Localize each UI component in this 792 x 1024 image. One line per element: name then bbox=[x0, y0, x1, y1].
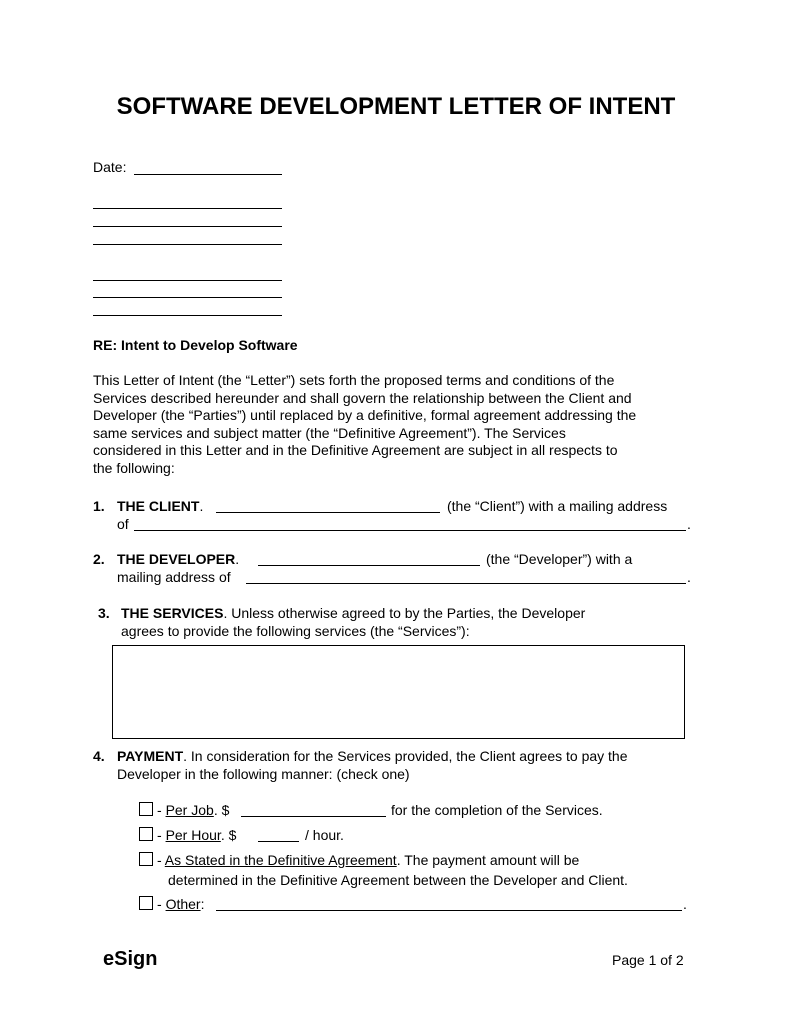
sender-address-line-3[interactable] bbox=[93, 244, 282, 245]
section-2-line-1 bbox=[117, 550, 239, 568]
per-hour-amount-field[interactable] bbox=[258, 841, 299, 842]
date-field[interactable] bbox=[134, 174, 282, 175]
intro-line: considered in this Letter and in the Definitive Agreement are subject in all respects to bbox=[93, 442, 618, 459]
section-3-line-1-rest: . Unless otherwise agreed to by the Parties, the Developer bbox=[223, 605, 586, 621]
section-3-line-2: agrees to provide the following services (the “Services”): bbox=[121, 623, 470, 639]
section-2-heading: THE DEVELOPER bbox=[117, 551, 236, 567]
per-hour-option bbox=[157, 826, 236, 844]
services-text-box[interactable] bbox=[112, 645, 685, 739]
section-4-line-1-rest: . In consideration for the Services provided, the Client agrees to pay the bbox=[183, 748, 628, 764]
document-title: SOFTWARE DEVELOPMENT LETTER OF INTENT bbox=[116, 93, 676, 120]
per-hour-dollar: . $ bbox=[220, 827, 237, 843]
recipient-address-line-2[interactable] bbox=[93, 297, 282, 298]
section-1-of-text: of bbox=[117, 516, 129, 532]
section-3-heading: THE SERVICES bbox=[121, 605, 224, 621]
client-address-field[interactable] bbox=[134, 530, 686, 531]
per-job-amount-field[interactable] bbox=[241, 816, 386, 817]
intro-line: Services described hereunder and shall govern the relationship between the Client and bbox=[93, 389, 632, 406]
section-3-number: 3. bbox=[98, 605, 110, 621]
per-job-option bbox=[157, 801, 229, 819]
per-hour-label: Per Hour bbox=[165, 827, 221, 843]
other-label: Other bbox=[165, 896, 201, 912]
per-job-dash: - bbox=[157, 802, 166, 818]
date-label: Date: bbox=[93, 159, 127, 175]
sender-address-line-1[interactable] bbox=[93, 208, 282, 209]
section-2-number: 2. bbox=[93, 551, 105, 567]
section-4-line-2: Developer in the following manner: (check one) bbox=[117, 766, 410, 782]
page-number: Page 1 of 2 bbox=[612, 952, 684, 968]
intro-line: Developer (the “Parties”) until replaced by a definitive, formal agreement addressing the bbox=[93, 407, 637, 424]
section-3-line-1 bbox=[121, 604, 585, 622]
section-4-line-1 bbox=[117, 747, 628, 765]
recipient-address-line-1[interactable] bbox=[93, 280, 282, 281]
per-job-dollar: . $ bbox=[213, 802, 230, 818]
intro-line: This Letter of Intent (the “Letter”) sets forth the proposed terms and conditions of the bbox=[93, 372, 615, 388]
other-checkbox[interactable] bbox=[139, 896, 153, 910]
developer-address-field[interactable] bbox=[246, 583, 686, 584]
other-end: . bbox=[683, 896, 687, 912]
intro-line: same services and subject matter (the “Definitive Agreement”). The Services bbox=[93, 424, 566, 441]
section-2-heading-period: . bbox=[235, 551, 240, 567]
definitive-dash: - bbox=[157, 852, 165, 868]
section-4-number: 4. bbox=[93, 748, 105, 764]
recipient-address-line-3[interactable] bbox=[93, 315, 282, 316]
client-name-field[interactable] bbox=[216, 512, 440, 513]
per-job-label: Per Job bbox=[165, 802, 214, 818]
section-1-heading: THE CLIENT bbox=[117, 498, 200, 514]
other-colon: : bbox=[200, 896, 205, 912]
section-1-number: 1. bbox=[93, 498, 105, 514]
per-hour-checkbox[interactable] bbox=[139, 827, 153, 841]
section-2-end: . bbox=[687, 569, 691, 585]
section-2-developer-text: (the “Developer”) with a bbox=[486, 551, 633, 567]
section-4-heading: PAYMENT bbox=[117, 748, 184, 764]
per-hour-rest: / hour. bbox=[305, 827, 344, 843]
per-hour-dash: - bbox=[157, 827, 166, 843]
definitive-rest: . The payment amount will be bbox=[396, 852, 580, 868]
sender-address-line-2[interactable] bbox=[93, 226, 282, 227]
definitive-line-2: determined in the Definitive Agreement between the Developer and Client. bbox=[168, 872, 628, 888]
section-2-mailing-text: mailing address of bbox=[117, 569, 231, 585]
definitive-label: As Stated in the Definitive Agreement bbox=[164, 852, 397, 868]
section-1-heading-period: . bbox=[199, 498, 204, 514]
re-line: RE: Intent to Develop Software bbox=[93, 337, 298, 353]
section-1-end: . bbox=[687, 516, 691, 532]
definitive-agreement-option bbox=[157, 851, 579, 869]
other-field[interactable] bbox=[216, 910, 682, 911]
developer-name-field[interactable] bbox=[258, 565, 480, 566]
per-job-rest: for the completion of the Services. bbox=[391, 802, 603, 818]
per-job-checkbox[interactable] bbox=[139, 802, 153, 816]
esign-logo: eSign bbox=[103, 948, 158, 970]
other-option bbox=[157, 895, 204, 913]
section-1-line-1 bbox=[117, 497, 203, 515]
definitive-agreement-checkbox[interactable] bbox=[139, 852, 153, 866]
section-1-client-text: (the “Client”) with a mailing address bbox=[447, 498, 668, 514]
intro-paragraph bbox=[93, 372, 713, 478]
other-dash: - bbox=[157, 896, 166, 912]
intro-line: the following: bbox=[93, 459, 175, 476]
